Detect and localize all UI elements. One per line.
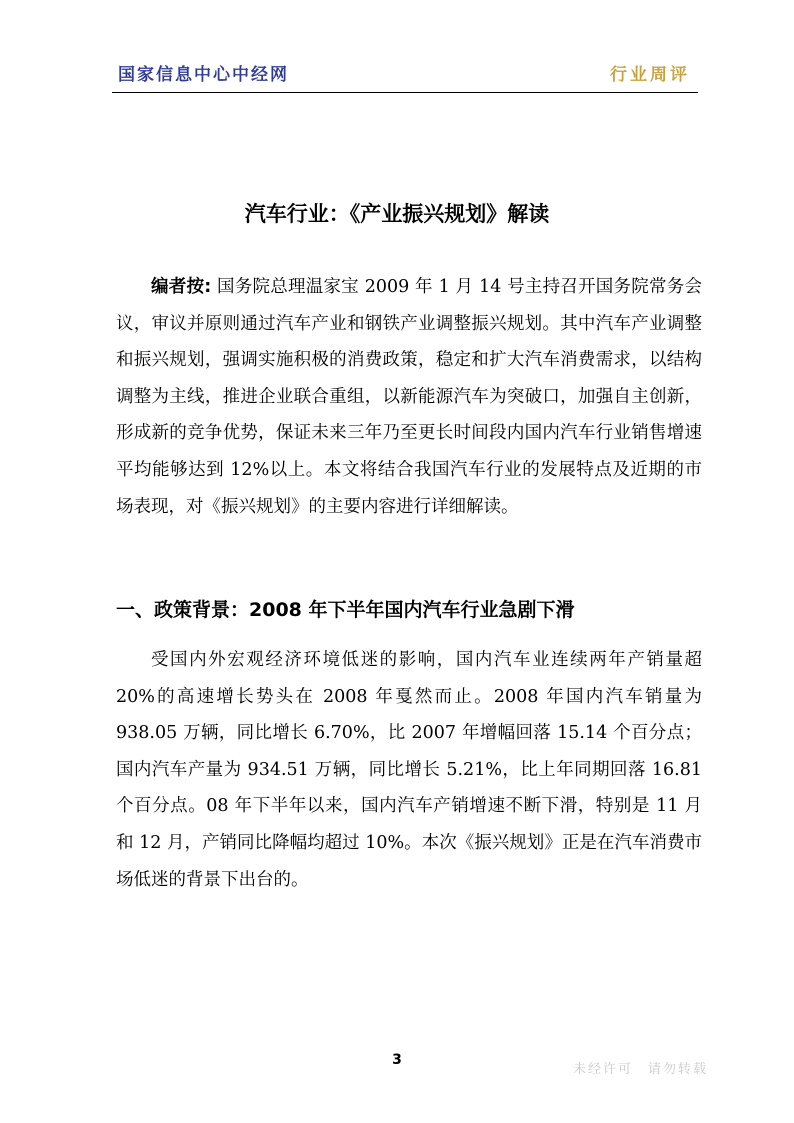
section-heading: 一、政策背景：2008 年下半年国内汽车行业急剧下滑 [116,599,575,621]
header-category: 行业周评 [610,65,690,85]
page-header [112,52,698,93]
header-source: 国家信息中心中经网 [118,65,289,85]
section-paragraph: 受国内外宏观经济环境低迷的影响，国内汽车业连续两年产销量超 20%的高速增长势头在 2008 年戛然而止。2008 年国内汽车销量为 938.05 万辆，同比增长 6.70%，比 2007 年增幅回落 15.14 个百分点；国内汽车产量为 934.51 万辆，同比增长 5.21%，比上年同期回落 16.81 个百分点。08 年下半年以来，国内汽车产销增速不断下滑，特别是 11 月和 12 月，产销同比降幅均超过 10%。本次《振兴规划》正是在汽车消费市场低迷的背景下出台的。 [116,650,702,890]
editor-note-label: 编者按: [151,277,212,297]
editor-note-paragraph [116,269,702,525]
page-number: 3 [392,1052,402,1068]
document-title: 汽车行业：《产业振兴规划》解读 [244,202,550,226]
watermark: 未经许可 请勿转载 [572,1062,708,1077]
editor-note-text: 国务院总理温家宝 2009 年 1 月 14 号主持召开国务院常务会议，审议并原则通过汽车产业和钢铁产业调整振兴规划。其中汽车产业调整和振兴规划，强调实施积极的消费政策，稳定和扩大汽车消费需求，以结构调整为主线，推进企业联合重组，以新能源汽车为突破口，加强自主创新，形成新的竞争优势，保证未来三年乃至更长时间段内国内汽车行业销售增速平均能够达到 12%以上。本文将结合我国汽车行业的发展特点及近期的市场表现，对《振兴规划》的主要内容进行详细解读。 [116,277,702,517]
